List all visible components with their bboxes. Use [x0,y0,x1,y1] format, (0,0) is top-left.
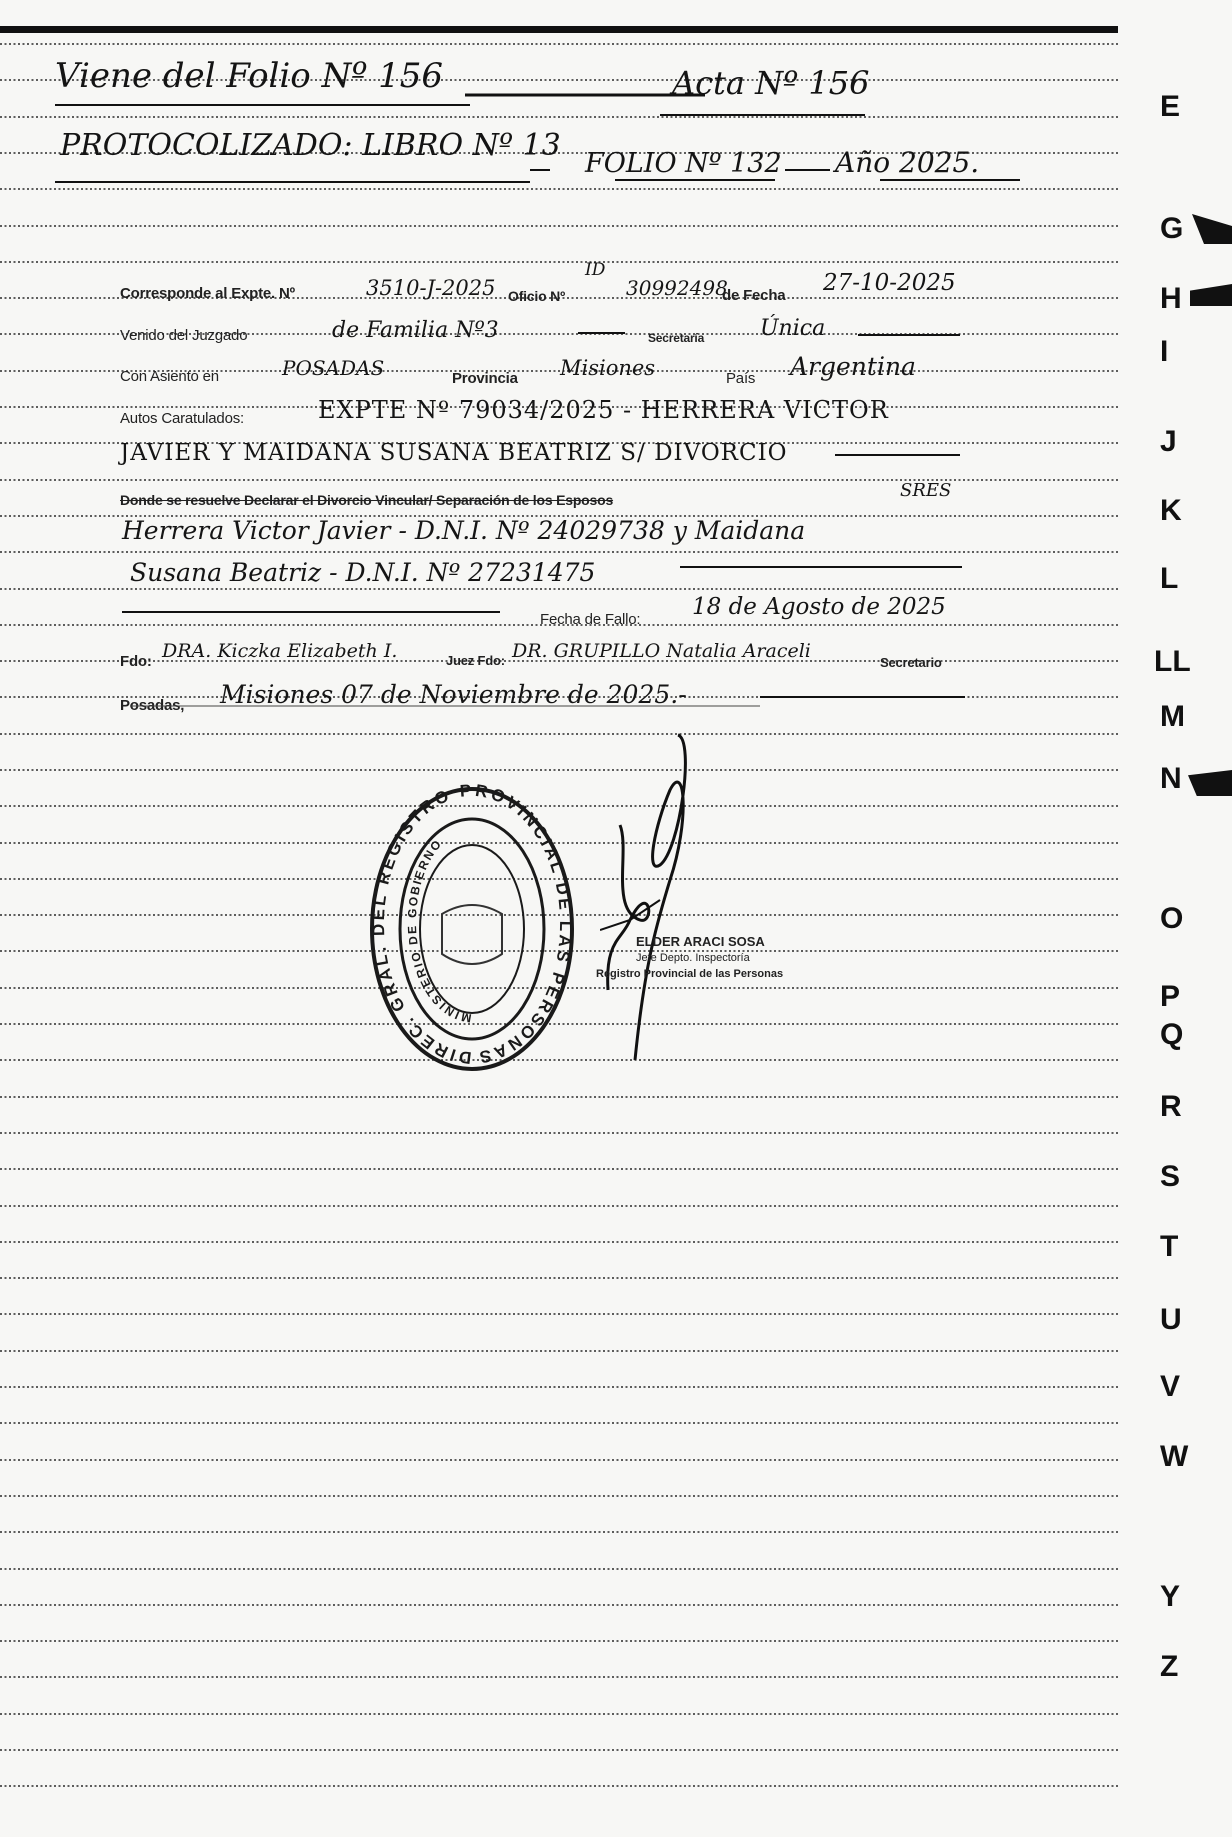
index-letter: L [1160,562,1179,595]
index-letter: Q [1160,1018,1184,1051]
stamp-name: ELDER ARACI SOSA [636,934,765,949]
fdo-label: Fdo: [120,653,152,670]
shield-icon [442,905,502,964]
oficio-id: ID [585,260,606,280]
index-letter: V [1160,1370,1181,1403]
index-letter: E [1160,90,1181,123]
year: Año 2025. [835,146,980,179]
index-letter: G [1160,212,1184,245]
pais-label: País [726,370,756,387]
stamp-office: Registro Provincial de las Personas [596,968,784,980]
expte-label: Corresponde al Expte. Nº [120,285,295,302]
secretario-label: Secretario [880,655,942,670]
viene-del-folio: Viene del Folio Nº 156 [55,56,444,96]
partes-line1: Herrera Victor Javier - D.N.I. Nº 24029738 y Maidana [122,516,806,545]
resuelve-annotation: SRES [900,480,952,501]
index-letter: J [1160,425,1177,458]
index-letter: U [1160,1303,1182,1336]
juzgado-value: de Familia Nº3 [332,318,499,343]
posadas-value: Misiones 07 de Noviembre de 2025.- [220,680,687,709]
fallo-label: Fecha de Fallo: [540,611,641,628]
index-letter: LL [1154,645,1191,678]
oficio-value: 30992498 [626,276,728,300]
fecha-value: 27-10-2025 [823,270,956,296]
protocolizado: PROTOCOLIZADO: LIBRO Nº 13 [60,128,561,163]
handwritten-signature [600,730,800,1070]
asiento-label: Con Asiento en [120,368,219,385]
index-letter: P [1160,980,1181,1013]
index-letter: K [1160,494,1182,527]
index-letter: T [1160,1230,1179,1263]
secretaria-label: Secretaría [648,331,705,345]
index-letter: S [1160,1160,1181,1193]
asiento-value: POSADAS [282,356,385,380]
seal-inner-text: MINISTERIO DE GOBIERNO [404,836,473,1026]
provincia-label: Provincia [452,370,518,387]
juez-label: Juez Fdo: [446,653,505,668]
autos-line1: EXPTE Nº 79034/2025 - HERRERA VICTOR [318,396,889,424]
form-underlines [0,0,1232,760]
provincia-value: Misiones [560,356,656,380]
index-letter: H [1160,282,1182,315]
seal-outer-text: DIREC. GRAL. DEL REGISTRO PROVINCIAL DE LAS PERSONAS [368,784,576,1068]
index-letter: I [1160,335,1169,368]
pais-value: Argentina [790,352,916,381]
partes-line2: Susana Beatriz - D.N.I. Nº 27231475 [130,558,596,587]
index-letter: Y [1160,1580,1181,1613]
fallo-value: 18 de Agosto de 2025 [692,594,946,620]
secretario-value: DR. GRUPILLO Natalia Araceli [512,640,811,662]
oficio-label: Oficio Nº [508,288,565,304]
index-letter: O [1160,902,1184,935]
index-letter: Z [1160,1650,1179,1683]
autos-label: Autos Caratulados: [120,410,244,427]
official-seal [368,784,576,1074]
index-letter: R [1160,1090,1182,1123]
juzgado-label: Venido del Juzgado [120,327,248,344]
autos-line2: JAVIER Y MAIDANA SUSANA BEATRIZ S/ DIVORCIO [120,440,788,466]
juez-value: DRA. Kiczka Elizabeth I. [162,640,398,662]
index-letter: N [1160,762,1182,795]
secretaria-value: Única [760,316,826,341]
fecha-label: de Fecha [722,287,786,304]
acta-number: Acta Nº 156 [672,64,870,102]
resuelve-label: Donde se resuelve Declarar el Divorcio Vincular/ Separación de los Esposos [120,492,614,508]
index-letter: M [1160,700,1185,733]
index-letter: W [1160,1440,1189,1473]
posadas-label: Posadas, [120,697,185,714]
folio-number: FOLIO Nº 132 [585,148,782,179]
stamp-role: Jefe Depto. Inspectoría [636,952,750,964]
expte-value: 3510-J-2025 [366,276,496,300]
